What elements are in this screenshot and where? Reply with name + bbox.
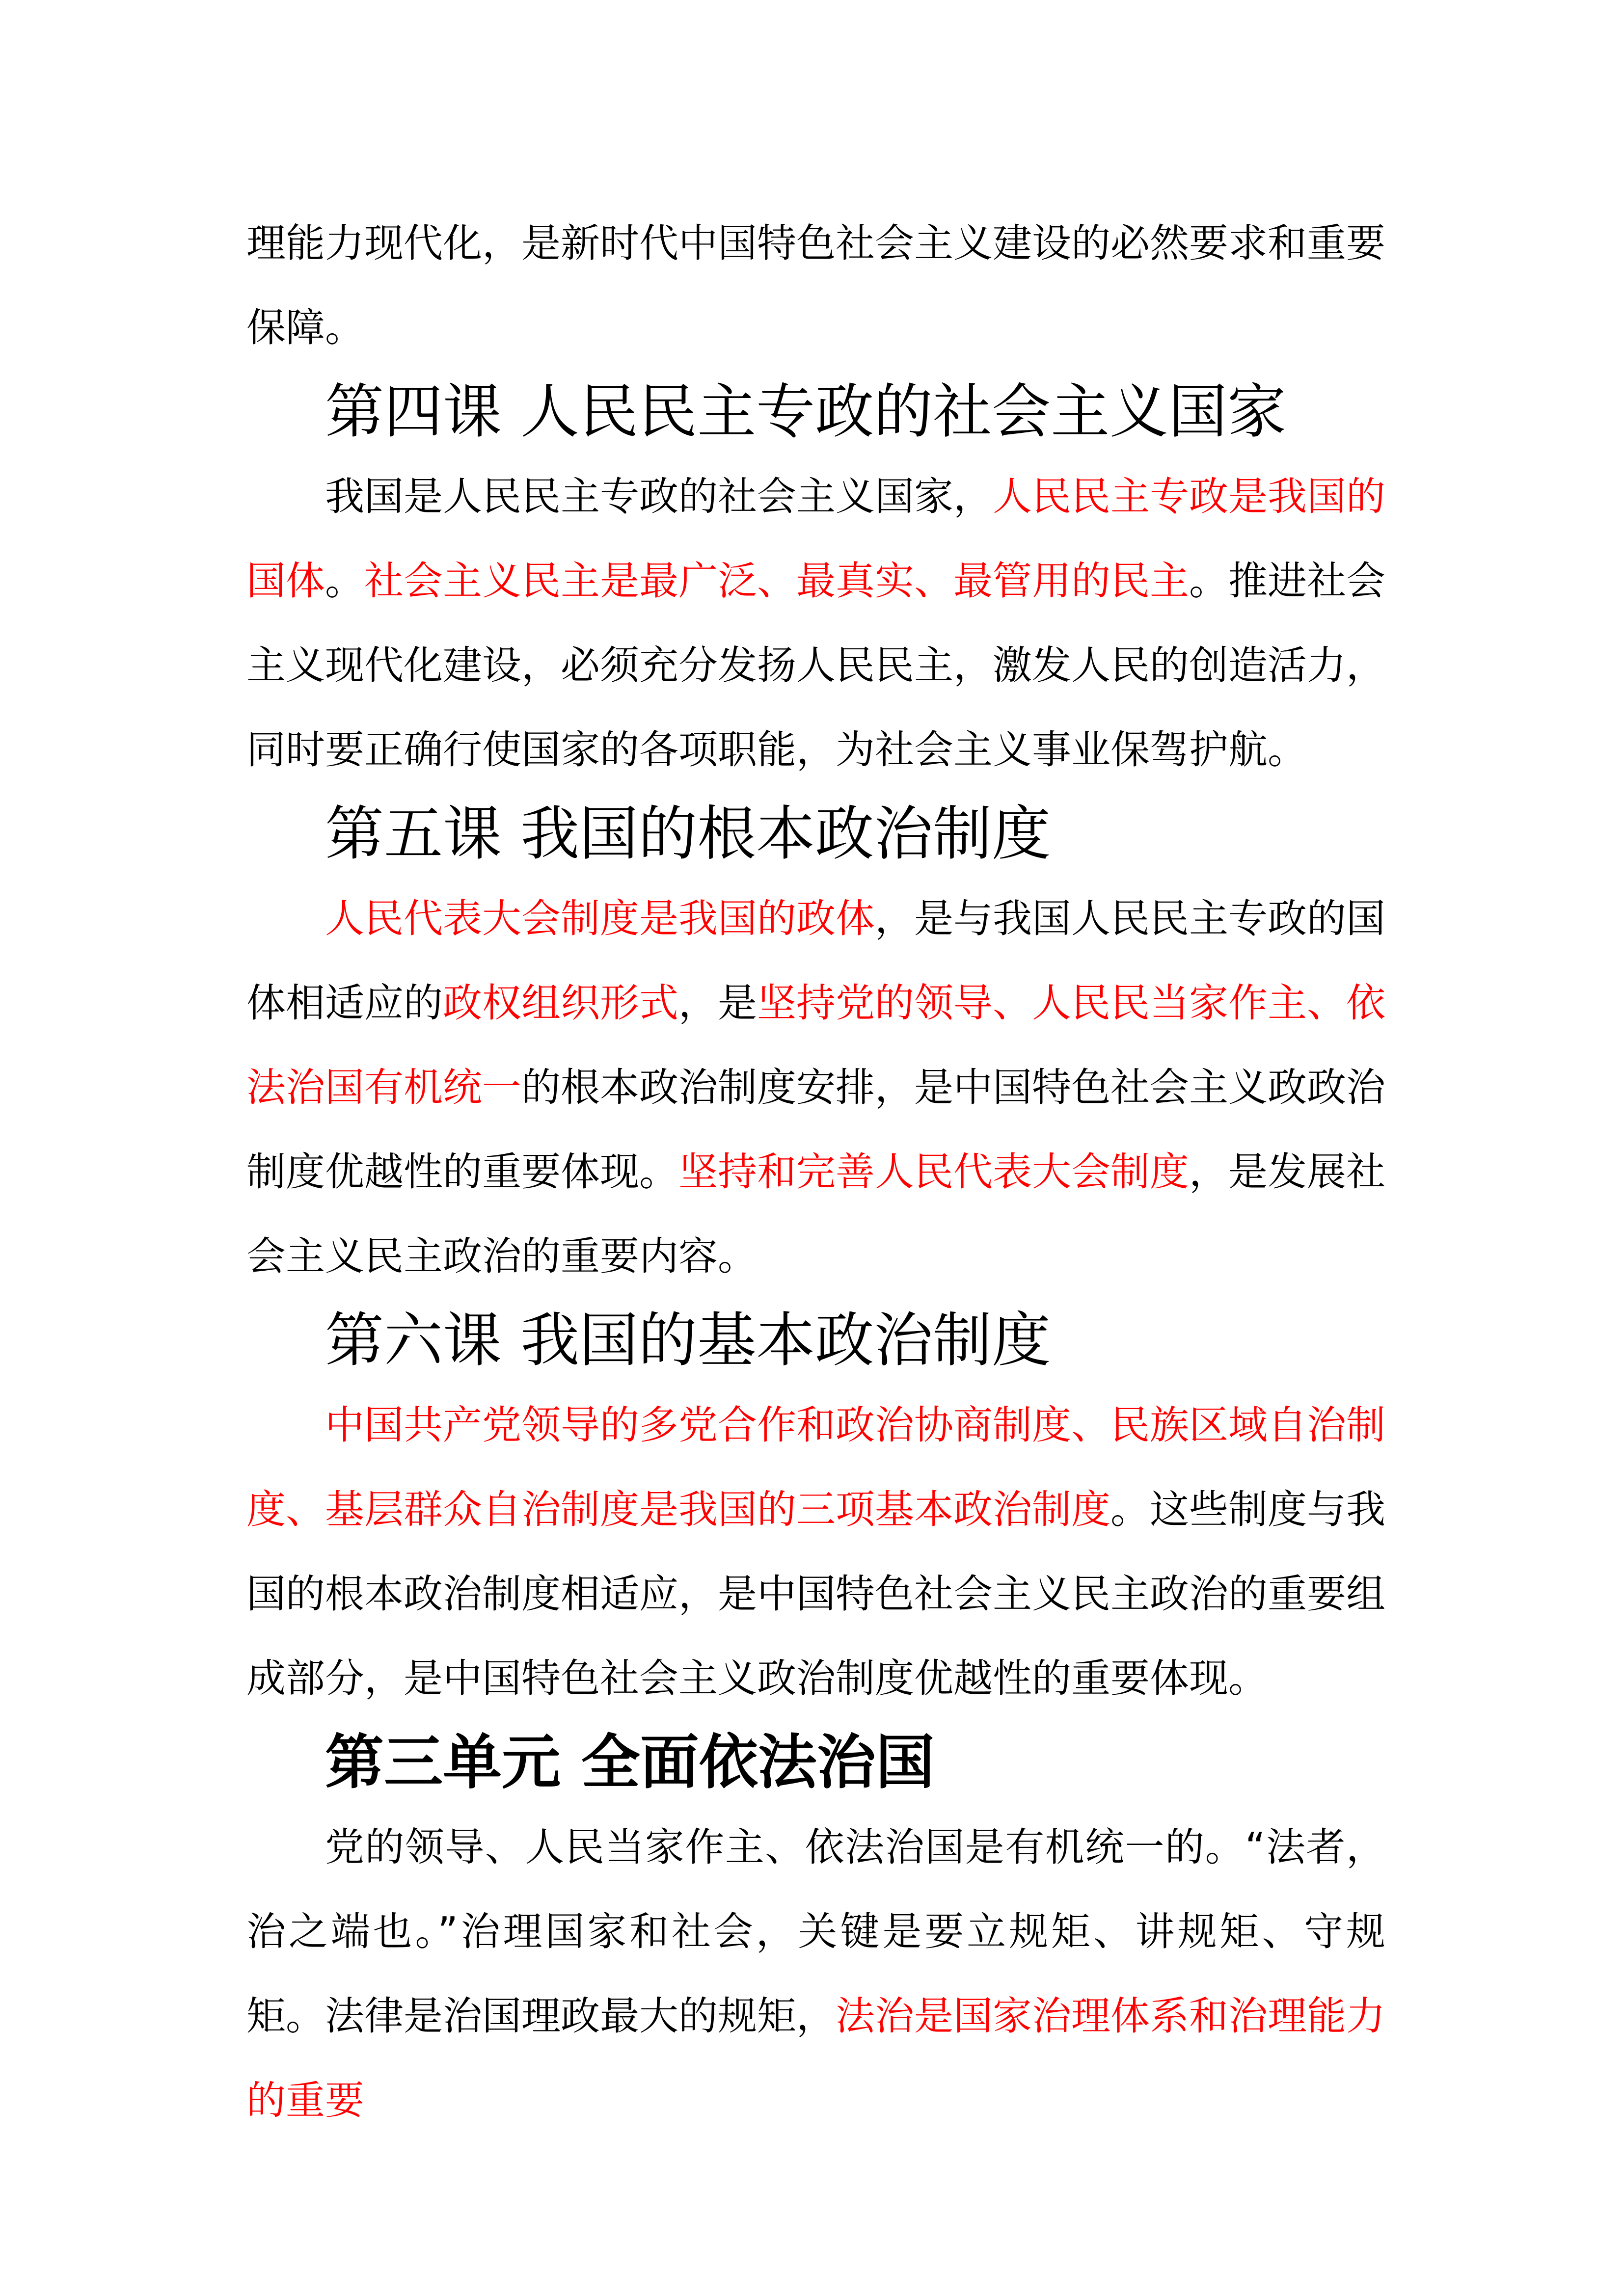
highlighted-text: 坚持党的领导、人民民当家作主、依法治国有机统一 bbox=[246, 980, 1385, 1110]
highlighted-text: 政权组织形式 bbox=[443, 980, 678, 1026]
body-paragraph bbox=[246, 201, 1385, 370]
body-paragraph bbox=[246, 1383, 1385, 1721]
highlighted-text: 坚持和完善人民代表大会制度 bbox=[678, 1149, 1189, 1195]
highlighted-text: 人民代表大会制度是我国的政体 bbox=[325, 896, 875, 941]
text-segment: 第五课 我国的根本政治制度 bbox=[325, 800, 1051, 868]
text-segment: 理能力现代化，是新时代中国特色社会主义建设的必然要求和重要保障。 bbox=[246, 220, 1385, 350]
document-body bbox=[246, 201, 1385, 2143]
text-segment: 我国是人民民主专政的社会主义国家， bbox=[325, 474, 993, 519]
text-segment: 第三单元 全面依法治国 bbox=[325, 1729, 935, 1797]
highlighted-text: 法治是国家治理体系和治理能力的重要 bbox=[246, 1993, 1385, 2123]
body-paragraph bbox=[246, 1805, 1385, 2143]
highlighted-text: 中国共产党领导的多党合作和政治协商制度、民族区域自治制度、基层群众自治制度是我国的三项基本政治制度 bbox=[246, 1402, 1385, 1532]
lesson-heading bbox=[246, 792, 1385, 877]
highlighted-text: 社会主义民主是最广泛、最真实、最管用的民主 bbox=[364, 558, 1189, 604]
body-paragraph bbox=[246, 877, 1385, 1299]
text-segment: 。推进社会主义现代化建设，必须充分发扬人民民主，激发人民的创造活力，同时要正确行使国家的各项职能，为社会主义事业保驾护航。 bbox=[246, 558, 1385, 773]
text-segment: 的根本政治制度安排，是中国特色社会主义政政治制度优越性的重要体现。 bbox=[246, 1065, 1385, 1195]
text-segment: ，是发展社会主义民主政治的重要内容。 bbox=[246, 1149, 1385, 1279]
lesson-heading bbox=[246, 370, 1385, 454]
text-segment: 。这些制度与我国的根本政治制度相适应，是中国特色社会主义民主政治的重要组成部分，是中国特色社会主义政治制度优越性的重要体现。 bbox=[246, 1487, 1385, 1701]
lesson-heading bbox=[246, 1299, 1385, 1383]
text-segment: 党的领导、人民当家作主、依法治国是有机统一的。“法者，治之端也。”治理国家和社会，关键是要立规矩、讲规矩、守规矩。法律是治国理政最大的规矩， bbox=[246, 1824, 1385, 2039]
text-segment: ，是 bbox=[678, 980, 757, 1026]
text-segment: 。 bbox=[325, 558, 364, 604]
text-segment: ，是与我国人民民主专政的国体相适应的 bbox=[246, 896, 1385, 1026]
text-segment: 第四课 人民民主专政的社会主义国家 bbox=[325, 378, 1287, 446]
unit-heading bbox=[246, 1721, 1385, 1805]
text-segment: 第六课 我国的基本政治制度 bbox=[325, 1307, 1051, 1375]
highlighted-text: 人民民主专政是我国的国体 bbox=[246, 474, 1385, 604]
body-paragraph bbox=[246, 454, 1385, 792]
